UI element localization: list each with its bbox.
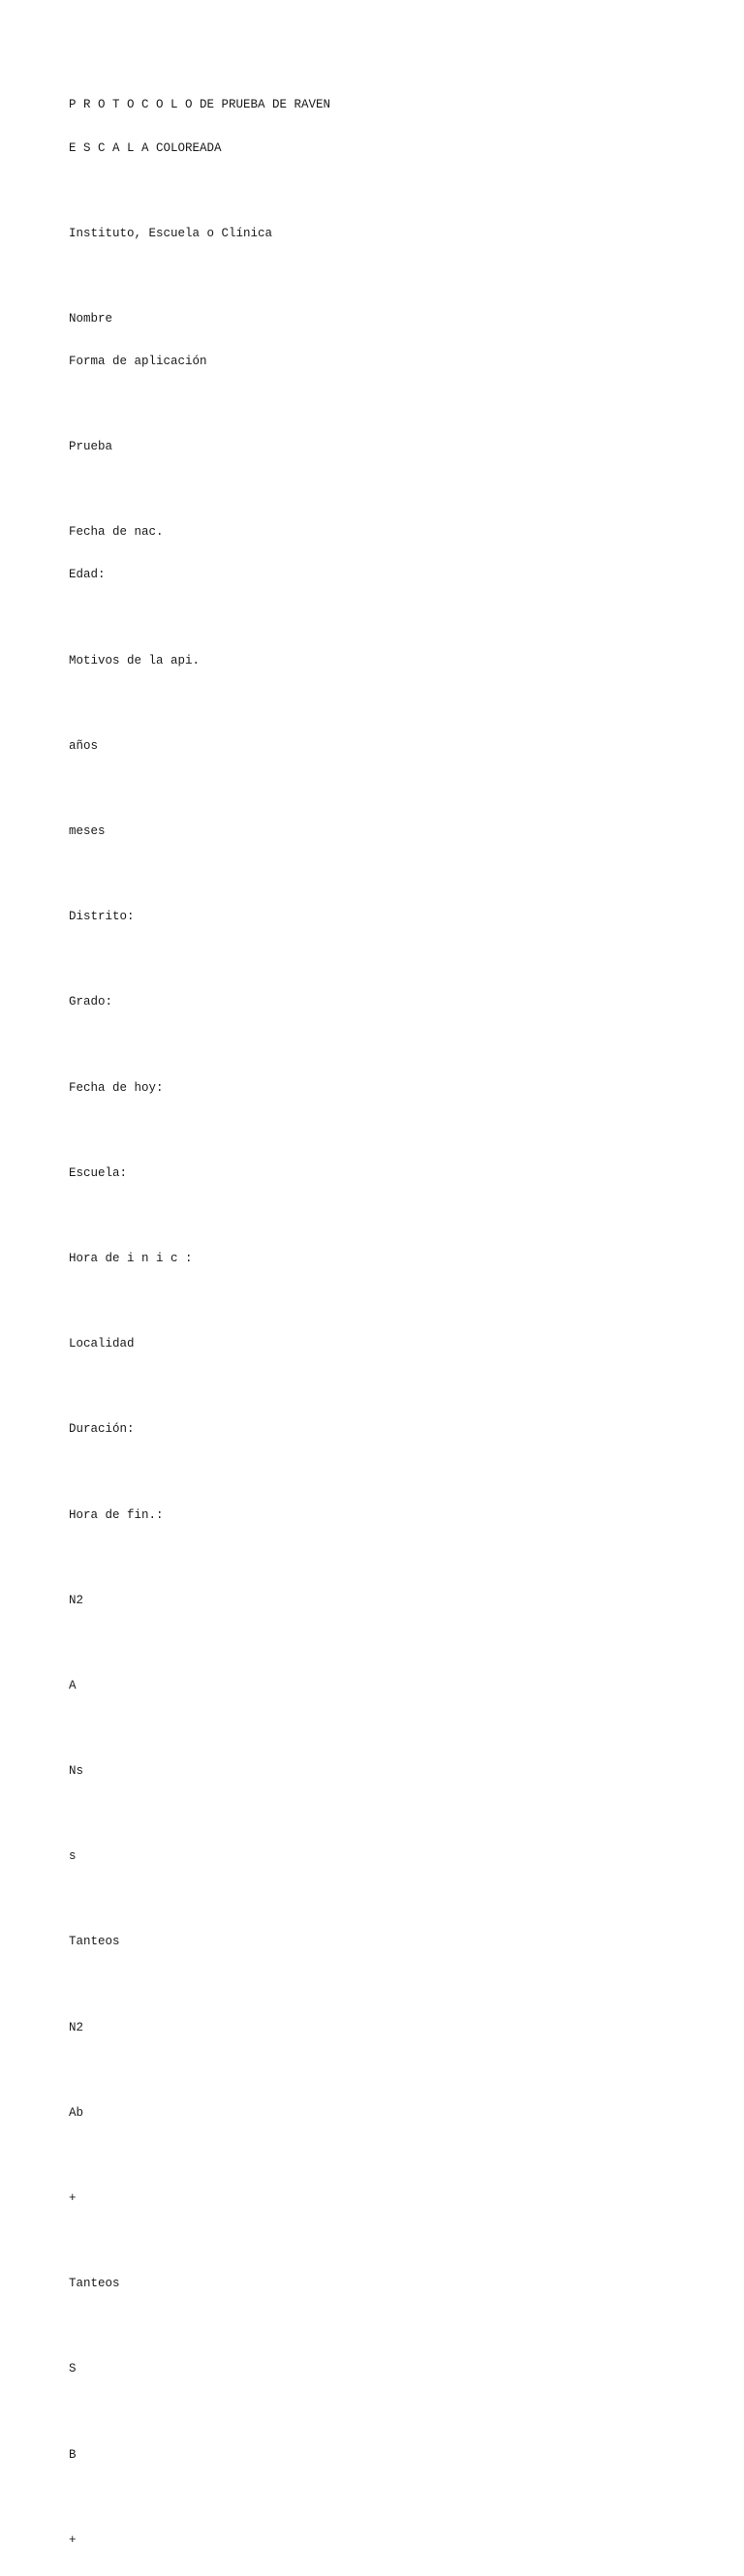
duration-label: Duración: (69, 1422, 135, 1437)
name-label: Nombre (69, 311, 113, 326)
title-line-2: E S C A L A COLOREADA (69, 140, 222, 155)
spacer (69, 611, 689, 626)
plus-label-1: + (69, 2191, 77, 2205)
score-ns-label: Ns (69, 1764, 84, 1779)
spacer (69, 1636, 689, 1651)
locality-label: Localidad (69, 1337, 135, 1351)
spacer (69, 2234, 689, 2249)
today-date-label: Fecha de hoy: (69, 1080, 164, 1095)
school-label: Escuela: (69, 1165, 128, 1180)
spacer (69, 1209, 689, 1224)
spacer (69, 782, 689, 796)
grade-label: Grado: (69, 995, 113, 1009)
score-n2-label-2: N2 (69, 2020, 84, 2034)
spacer (69, 397, 689, 412)
spacer (69, 2064, 689, 2078)
spacer (69, 482, 689, 497)
score-n2-label: N2 (69, 1593, 84, 1607)
age-label: Edad: (69, 568, 106, 582)
plus-label-2: + (69, 2532, 77, 2547)
birth-date-label: Fecha de nac. (69, 525, 164, 540)
spacer (69, 867, 689, 882)
institution-label: Instituto, Escuela o Clínica (69, 226, 273, 240)
spacer (69, 1124, 689, 1138)
spacer (69, 1892, 689, 1907)
spacer (69, 1551, 689, 1566)
score-s-label: s (69, 1849, 77, 1864)
district-label: Distrito: (69, 910, 135, 924)
spacer (69, 184, 689, 199)
end-time-label: Hora de fin.: (69, 1507, 164, 1522)
spacer (69, 697, 689, 711)
tanteos-label-1: Tanteos (69, 1935, 120, 1949)
start-time-label: Hora de i n i c : (69, 1251, 193, 1265)
spacer (69, 1038, 689, 1052)
spacer (69, 2319, 689, 2334)
score-ab-label: Ab (69, 2105, 84, 2120)
score-b-label: B (69, 2447, 77, 2462)
spacer (69, 1465, 689, 1479)
spacer (69, 1380, 689, 1394)
score-a-label: A (69, 1678, 77, 1692)
spacer (69, 2491, 689, 2505)
spacer (69, 269, 689, 284)
reasons-label: Motivos de la api. (69, 653, 201, 667)
tanteos-label-2: Tanteos (69, 2277, 120, 2291)
years-label: años (69, 738, 99, 753)
spacer (69, 1978, 689, 1993)
spacer (69, 2149, 689, 2163)
spacer (69, 952, 689, 967)
application-form-label: Forma de aplicación (69, 354, 207, 368)
score-s-upper-label: S (69, 2362, 77, 2376)
spacer (69, 1722, 689, 1736)
spacer (69, 2405, 689, 2419)
months-label: meses (69, 824, 106, 838)
test-label: Prueba (69, 440, 113, 454)
title-line-1: P R O T O C O L O DE PRUEBA DE RAVEN (69, 98, 331, 112)
spacer (69, 1294, 689, 1309)
spacer (69, 1807, 689, 1821)
protocol-text-block (69, 70, 689, 2576)
